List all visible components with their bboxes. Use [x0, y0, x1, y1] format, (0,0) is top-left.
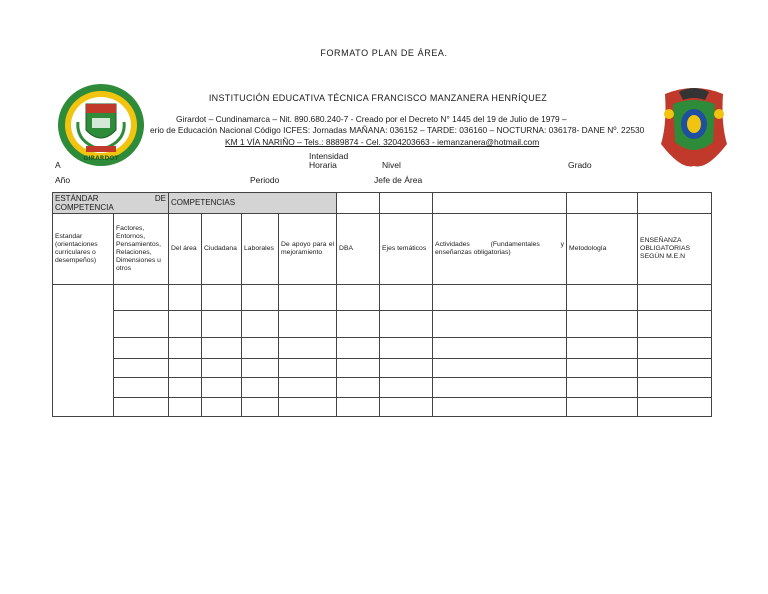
table-cell[interactable] [337, 398, 380, 417]
table-cell[interactable] [169, 285, 202, 311]
col-factores: Factores, Entornos, Pensamientos, Relaciones, Dimensiones u otros [114, 214, 169, 285]
table-row [53, 398, 712, 417]
table-cell[interactable] [114, 311, 169, 338]
table-cell[interactable] [114, 398, 169, 417]
empty-header-cell [380, 193, 433, 214]
group-header-row [53, 193, 712, 214]
jefe-area-label: Jefe de Área [374, 175, 423, 185]
table-row [53, 338, 712, 359]
table-row [53, 311, 712, 338]
table-cell[interactable] [380, 359, 433, 378]
table-cell[interactable] [638, 338, 712, 359]
table-row [53, 359, 712, 378]
table-cell[interactable] [380, 311, 433, 338]
table-cell[interactable] [380, 285, 433, 311]
table-cell[interactable] [114, 285, 169, 311]
table-cell[interactable] [433, 285, 567, 311]
col-ejes: Ejes temáticos [380, 214, 433, 285]
col-metodologia: Metodología [567, 214, 638, 285]
address-line-1: Girardot – Cundinamarca – Nit. 890.680.240-7 - Creado por el Decreto N° 1445 del 19 de Julio de 1979 – [176, 114, 567, 124]
table-cell[interactable] [567, 338, 638, 359]
col-de-apoyo: De apoyo para el mejoramiento [279, 214, 337, 285]
empty-header-cell [638, 193, 712, 214]
column-header-row [53, 214, 712, 285]
intensidad-label-line2: Horaria [309, 160, 337, 170]
table-cell[interactable] [242, 378, 279, 398]
table-cell[interactable] [337, 285, 380, 311]
table-cell[interactable] [433, 311, 567, 338]
table-cell[interactable] [169, 378, 202, 398]
table-cell[interactable] [279, 338, 337, 359]
table-cell[interactable] [433, 338, 567, 359]
institution-address-block [150, 114, 658, 150]
empty-header-cell [567, 193, 638, 214]
table-cell[interactable] [567, 378, 638, 398]
col-actividades: Actividades (Fundamentales y enseñanzas obligatorias) [433, 214, 567, 285]
table-cell[interactable] [114, 338, 169, 359]
table-cell[interactable] [202, 338, 242, 359]
plan-table [52, 192, 712, 417]
table-cell[interactable] [567, 359, 638, 378]
table-cell[interactable] [337, 311, 380, 338]
col-laborales: Laborales [242, 214, 279, 285]
ano-label: Año [55, 175, 71, 185]
col-ciudadana: Ciudadana [202, 214, 242, 285]
table-cell[interactable] [242, 311, 279, 338]
table-cell[interactable] [567, 311, 638, 338]
col-ensenanza: ENSEÑANZA OBLIGATORIAS SEGÚN M.E.N [638, 214, 712, 285]
table-cell[interactable] [202, 359, 242, 378]
school-crest-icon [56, 82, 146, 168]
table-cell[interactable] [433, 378, 567, 398]
table-cell[interactable] [242, 398, 279, 417]
table-cell[interactable] [279, 398, 337, 417]
grado-label: Grado [568, 160, 592, 170]
table-cell[interactable] [114, 378, 169, 398]
table-cell[interactable] [638, 398, 712, 417]
table-cell[interactable] [337, 359, 380, 378]
table-cell[interactable] [638, 285, 712, 311]
table-cell[interactable] [169, 311, 202, 338]
empty-header-cell [433, 193, 567, 214]
col-estandar: Estandar (orientaciones curriculares o desempeños) [53, 214, 114, 285]
table-cell[interactable] [279, 359, 337, 378]
table-cell[interactable] [202, 311, 242, 338]
crest-text: GIRARDOT [83, 155, 119, 162]
table-cell[interactable] [242, 359, 279, 378]
table-cell[interactable] [567, 285, 638, 311]
document-title: FORMATO PLAN DE ÁREA. [320, 48, 448, 58]
estandar-cell[interactable] [53, 285, 114, 417]
nivel-label: Nivel [382, 160, 401, 170]
table-cell[interactable] [169, 398, 202, 417]
table-cell[interactable] [169, 359, 202, 378]
table-row [53, 285, 712, 311]
table-cell[interactable] [169, 338, 202, 359]
table-cell[interactable] [279, 285, 337, 311]
periodo-label: Periodo [250, 175, 280, 185]
table-cell[interactable] [202, 285, 242, 311]
intensidad-label-line1: Intensidad [309, 151, 349, 161]
table-cell[interactable] [638, 311, 712, 338]
table-cell[interactable] [114, 359, 169, 378]
table-cell[interactable] [433, 398, 567, 417]
address-line-2: erio de Educación Nacional Código ICFES: Jornadas MAÑANA: 036152 – TARDE: 036160 – NOCTURNA: 036178- DANE Nº. 22530 [150, 125, 645, 135]
table-cell[interactable] [337, 338, 380, 359]
col-dba: DBA [337, 214, 380, 285]
table-cell[interactable] [433, 359, 567, 378]
table-cell[interactable] [279, 378, 337, 398]
table-cell[interactable] [242, 285, 279, 311]
address-line-3: KM 1 VÍA NARIÑO – Tels.: 8889874 - Cel. 3204203663 - iemanzanera@hotmail.com [225, 137, 540, 147]
table-cell[interactable] [202, 398, 242, 417]
empty-header-cell [337, 193, 380, 214]
competencias-group-header: COMPETENCIAS [169, 193, 337, 214]
table-cell[interactable] [242, 338, 279, 359]
estandar-group-header: ESTÁNDAR DE COMPETENCIA [53, 193, 169, 214]
table-cell[interactable] [638, 359, 712, 378]
table-cell[interactable] [567, 398, 638, 417]
col-del-area: Del área [169, 214, 202, 285]
area-field-label: A [55, 160, 61, 170]
table-cell[interactable] [380, 398, 433, 417]
table-cell[interactable] [638, 378, 712, 398]
table-cell[interactable] [380, 378, 433, 398]
table-row [53, 378, 712, 398]
coat-of-arms-icon [657, 84, 731, 168]
table-cell[interactable] [202, 378, 242, 398]
table-cell[interactable] [380, 338, 433, 359]
table-cell[interactable] [337, 378, 380, 398]
institution-name: INSTITUCIÓN EDUCATIVA TÉCNICA FRANCISCO MANZANERA HENRÍQUEZ [208, 93, 548, 103]
table-cell[interactable] [279, 311, 337, 338]
